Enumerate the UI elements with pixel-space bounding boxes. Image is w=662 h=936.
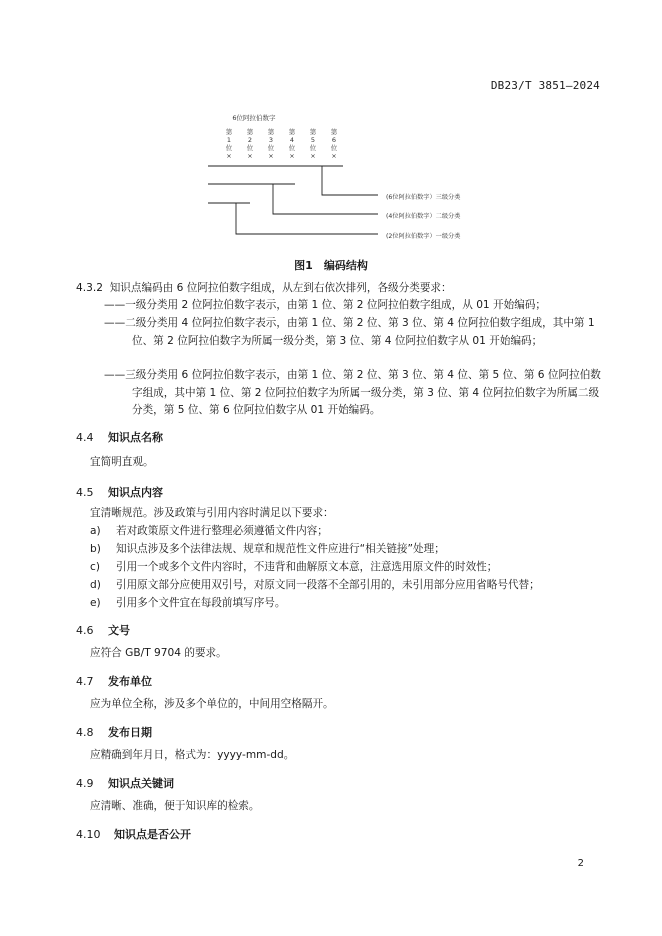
figure-digit-label: × (226, 152, 232, 160)
figure-digit-label: 5 (310, 136, 316, 144)
figure-digit-label: 第 (225, 128, 233, 136)
list-item: ——三级分类用 6 位阿拉伯数字表示，由第 1 位、第 2 位、第 3 位、第 4 位、第 5 位、第 6 位阿拉伯数字组成，其中第 1 位、第 2 位阿拉伯数字为所属一级分类，第 3 位、第 4 位阿拉伯数字为所属二级分类，第 5 位、第 6 位阿拉伯数字从 01 开始编码。 (104, 369, 601, 416)
figure-top-label: 6位阿拉伯数字 (232, 114, 276, 122)
figure-digit-label: 位 (225, 144, 233, 152)
figure-bracket-level2 (273, 184, 378, 214)
section-title: 发布单位 (108, 675, 152, 688)
section-title: 知识点是否公开 (114, 828, 191, 841)
list-item: d) 引用原文部分应使用双引号，对原文同一段落不全部引用的，未引用部分应用省略号代替； (90, 579, 540, 591)
section-number: 4.3.2 (76, 282, 103, 294)
figure-digit-label: 3 (268, 136, 274, 144)
section-title: 知识点关键词 (108, 777, 174, 790)
figure-digit-label: 第 (246, 128, 254, 136)
page-number: 2 (577, 858, 584, 869)
list-item: e) 引用多个文件宜在每段前填写序号。 (90, 597, 286, 609)
figure-digit-label: × (289, 152, 295, 160)
list-item: ——一级分类用 2 位阿拉伯数字表示，由第 1 位、第 2 位阿拉伯数字组成，从 01 开始编码； (104, 299, 547, 311)
figure-bracket-level1 (236, 203, 378, 234)
figure-digit-label: × (310, 152, 316, 160)
section-heading-4-4: 4.4 知识点名称 (76, 431, 163, 444)
section-heading-4-5: 4.5 知识点内容 (76, 486, 163, 499)
section-4-3-2 (76, 280, 452, 298)
list-item: a) 若对政策原文件进行整理必须遵循文件内容； (90, 525, 328, 537)
section-heading-4-7: 4.7 发布单位 (76, 675, 152, 688)
section-text: 宜清晰规范。涉及政策与引用内容时满足以下要求： (90, 507, 334, 519)
document-number: DB23/T 3851—2024 (490, 79, 600, 92)
section-heading-4-10: 4.10 知识点是否公开 (76, 828, 191, 841)
list-item: c) 引用一个或多个文件内容时，不违背和曲解原文本意，注意选用原文件的时效性； (90, 561, 498, 573)
figure-digit-label: 位 (246, 144, 254, 152)
figure-digit-label: 第 (267, 128, 275, 136)
section-text: 宜简明直观。 (90, 456, 154, 468)
coding-structure-figure (0, 0, 662, 270)
section-heading-4-9: 4.9 知识点关键词 (76, 777, 174, 790)
figure-digit-label: 位 (309, 144, 317, 152)
figure-digit-label: 位 (330, 144, 338, 152)
figure-digit-label: 4 (289, 136, 295, 144)
section-text: 应清晰、准确，便于知识库的检索。 (90, 800, 260, 812)
figure-digit-label: 第 (288, 128, 296, 136)
section-title: 文号 (108, 624, 130, 637)
figure-digit-label: × (247, 152, 253, 160)
list-item: b) 知识点涉及多个法律法规、规章和规范性文件应进行“相关链接”处理； (90, 543, 445, 555)
figure-digit-label: 第 (309, 128, 317, 136)
section-heading-4-8: 4.8 发布日期 (76, 726, 152, 739)
figure-digit-label: × (331, 152, 337, 160)
section-text: 应精确到年月日，格式为：yyyy-mm-dd。 (90, 749, 295, 761)
section-title: 发布日期 (108, 726, 152, 739)
figure-digit-label: 1 (226, 136, 232, 144)
figure-label-level3: (6位阿拉伯数字）三级分类 (386, 194, 461, 201)
figure-digit-label: 2 (247, 136, 253, 144)
list-item: ——二级分类用 4 位阿拉伯数字表示，由第 1 位、第 2 位、第 3 位、第 4 位阿拉伯数字组成，其中第 1 位、第 2 位阿拉伯数字为所属一级分类，第 3 位、第 4 位阿拉伯数字从 01 开始编码； (104, 317, 595, 347)
section-heading-4-6: 4.6 文号 (76, 624, 130, 637)
figure-caption: 图1 编码结构 (294, 259, 368, 272)
figure-bracket-level3 (322, 166, 378, 195)
section-text: 知识点编码由 6 位阿拉伯数字组成，从左到右依次排列，各级分类要求： (109, 282, 452, 294)
section-text: 应符合 GB/T 9704 的要求。 (90, 647, 227, 659)
figure-digit-label: × (268, 152, 274, 160)
figure-digit-label: 位 (267, 144, 275, 152)
section-title: 知识点内容 (108, 486, 163, 499)
section-text: 应为单位全称，涉及多个单位的，中间用空格隔开。 (90, 698, 334, 710)
section-title: 知识点名称 (108, 431, 163, 444)
figure-digit-label: 6 (331, 136, 337, 144)
figure-label-level2: (4位阿拉伯数字）二级分类 (386, 213, 461, 220)
figure-label-level1: (2位阿拉伯数字）一级分类 (386, 233, 461, 240)
figure-digit-label: 第 (330, 128, 338, 136)
figure-digit-label: 位 (288, 144, 296, 152)
